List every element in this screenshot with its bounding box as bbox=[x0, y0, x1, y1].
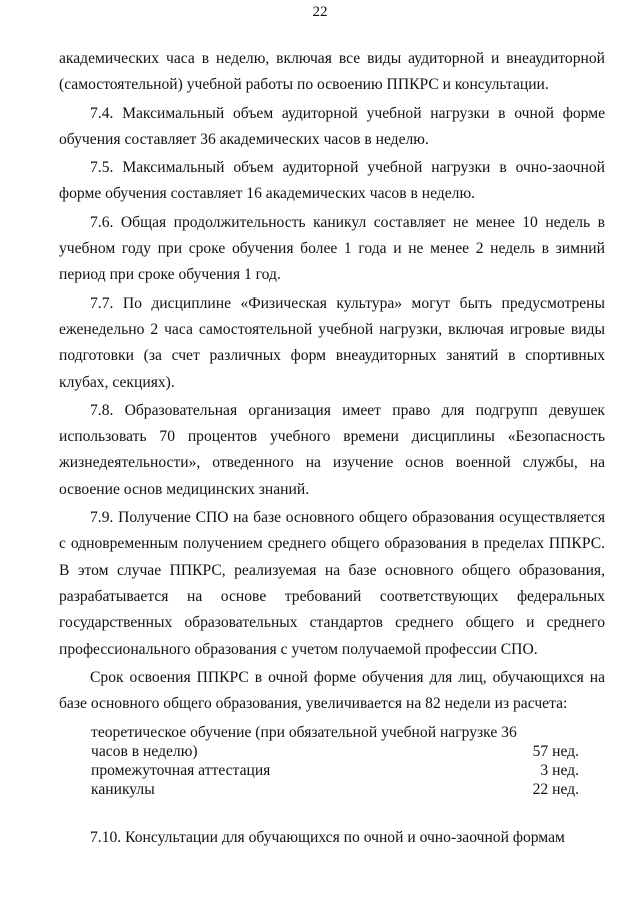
paragraph-7-5: 7.5. Максимальный объем аудиторной учебной нагрузки в очно-заочной форме обучения составляет 16 академических часов в неделю. bbox=[59, 159, 605, 203]
paragraph-7-7: 7.7. По дисциплине «Физическая культура» могут быть предусмотрены еженедельно 2 часа самостоятельной учебной нагрузки, включая игровые виды подготовки (за счет различных форм внеаудиторных занятий в спортивных клубах, секциях). bbox=[59, 294, 605, 391]
row-label: каникулы bbox=[91, 781, 155, 799]
paragraph-7-9: 7.9. Получение СПО на базе основного общего образования осуществляется с одновременным получением среднего общего образования в пределах ППКРС. В этом случае ППКРС, реализуемая на базе основного общего образования, разрабатывается на основе требований соответствующих федеральных государственных образовательных стандартов среднего общего и среднего профессионального образования с учетом получаемой профессии СПО. bbox=[59, 509, 605, 658]
paragraph-7-4: 7.4. Максимальный объем аудиторной учебной нагрузки в очной форме обучения составляет 36 академических часов в неделю. bbox=[59, 104, 605, 148]
paragraph-continuation: академических часа в неделю, включая все виды аудиторной и внеаудиторной (самостоятельной) учебной работы по освоению ППКРС и консультации. bbox=[59, 50, 605, 94]
table-row bbox=[91, 723, 579, 742]
row-label: часов в неделю) bbox=[91, 743, 198, 761]
row-value: 3 нед. bbox=[540, 762, 579, 780]
row-label: промежуточная аттестация bbox=[91, 762, 271, 780]
page-number: 22 bbox=[312, 4, 328, 20]
table-row bbox=[91, 761, 579, 780]
paragraph-duration: Срок освоения ППКРС в очной форме обучения для лиц, обучающихся на базе основного общего образования, увеличивается на 82 недели из расчета: bbox=[59, 668, 605, 713]
row-value: 57 нед. bbox=[532, 743, 579, 761]
table-row bbox=[91, 742, 579, 761]
duration-table bbox=[91, 723, 579, 799]
paragraph-7-10: 7.10. Консультации для обучающихся по очной и очно-заочной формам bbox=[90, 829, 565, 847]
row-value: 22 нед. bbox=[532, 781, 579, 799]
page-content bbox=[59, 46, 605, 852]
paragraph-7-6: 7.6. Общая продолжительность каникул составляет не менее 10 недель в учебном году при сроке обучения более 1 года и не менее 2 недель в зимний период при сроке обучения 1 год. bbox=[59, 213, 605, 284]
paragraph-7-8: 7.8. Образовательная организация имеет право для подгрупп девушек использовать 70 процентов учебного времени дисциплины «Безопасность жизнедеятельности», отведенного на изучение основ военной службы, на освоение основ медицинских знаний. bbox=[59, 401, 605, 498]
row-label: теоретическое обучение (при обязательной учебной нагрузке 36 bbox=[91, 724, 517, 742]
table-row bbox=[91, 780, 579, 799]
